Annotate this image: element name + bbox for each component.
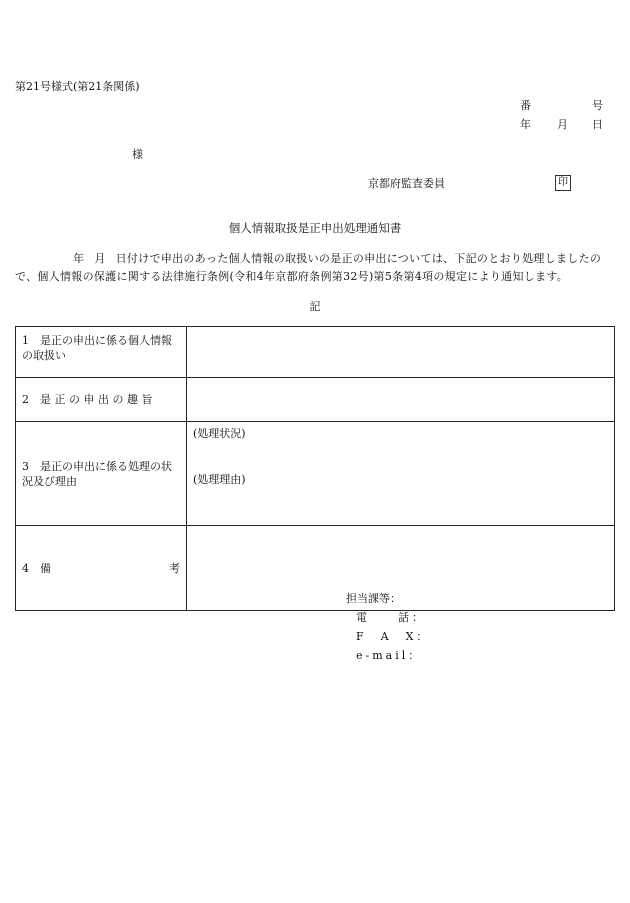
row4-label <box>16 526 187 611</box>
seal-mark: 印 <box>555 175 571 191</box>
contact-section: 担当課等： <box>346 592 401 605</box>
table-row <box>16 378 615 422</box>
contact-block <box>346 589 430 665</box>
notice-table <box>15 326 615 611</box>
row2-value <box>187 378 615 422</box>
document-number-label: 番 <box>520 99 531 112</box>
body-paragraph <box>15 250 615 286</box>
row4-label-left: 4 備 <box>22 561 51 575</box>
contact-email: e-mail： <box>356 649 423 662</box>
contact-phone: 電 話： <box>356 611 426 624</box>
table-row <box>16 526 615 611</box>
body-year: 年 <box>73 252 85 265</box>
form-number: 第21号様式(第21条関係) <box>15 80 140 93</box>
table-row <box>16 422 615 526</box>
date-day: 日 <box>592 118 603 131</box>
row3-label: 3 是正の申出に係る処理の状況及び理由 <box>16 422 187 526</box>
processing-reason-label: (処理理由) <box>193 473 246 486</box>
document-title: 個人情報取扱是正申出処理通知書 <box>228 221 402 235</box>
row1-label: 1 是正の申出に係る個人情報の取扱い <box>16 327 187 378</box>
table-row <box>16 327 615 378</box>
addressee-honorific: 様 <box>132 148 143 161</box>
document-number-suffix: 号 <box>592 99 603 112</box>
row1-value <box>187 327 615 378</box>
contact-fax: F A X： <box>356 630 431 643</box>
row4-label-right: 考 <box>169 561 180 575</box>
processing-status-label: (処理状況) <box>193 427 246 440</box>
body-text: 日付けで申出のあった個人情報の取扱いの是正の申出については、下記のとおり処理しましたので、個人情報の保護に関する法律施行条例(令和4年京都府条例第32号)第5条第4項の規定により通知します。 <box>15 252 602 283</box>
ki-heading: 記 <box>309 300 321 313</box>
date-month: 月 <box>557 118 568 131</box>
row2-label: 2 是 正 の 申 出 の 趣 旨 <box>16 378 187 422</box>
body-month: 月 <box>94 252 106 265</box>
row3-value <box>187 422 615 526</box>
issuer-name: 京都府監査委員 <box>368 177 445 190</box>
date-year: 年 <box>520 118 531 131</box>
